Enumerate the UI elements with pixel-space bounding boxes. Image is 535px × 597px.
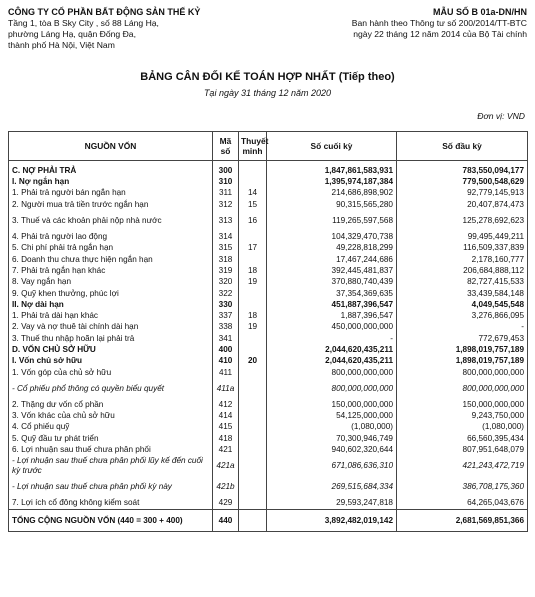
row-begin-balance: 783,550,094,177 xyxy=(397,161,528,177)
row-name: 4. Phải trả người lao động xyxy=(9,231,213,242)
table-row xyxy=(9,498,528,510)
row-name: - Lợi nhuận sau thuế chưa phân phối kỳ này xyxy=(9,477,213,498)
table-row xyxy=(9,422,528,433)
row-name: - Lợi nhuận sau thuế chưa phân phối lũy kế đến cuối kỳ trước xyxy=(9,456,213,477)
table-row xyxy=(9,276,528,287)
row-name: 1. Phải trả người bán ngắn hạn xyxy=(9,188,213,199)
row-name: I. Nợ ngắn hạn xyxy=(9,176,213,187)
row-note: 20 xyxy=(239,355,267,366)
table-row xyxy=(9,456,528,477)
row-name: 5. Chi phí phải trả ngắn hạn xyxy=(9,242,213,253)
row-code: 330 xyxy=(213,299,239,310)
table-row xyxy=(9,333,528,344)
row-code: 410 xyxy=(213,355,239,366)
table-row xyxy=(9,378,528,399)
row-end-balance: - xyxy=(267,333,397,344)
row-name: 5. Quỹ đầu tư phát triển xyxy=(9,433,213,444)
row-end-balance: 370,880,740,439 xyxy=(267,276,397,287)
row-code: 412 xyxy=(213,399,239,410)
row-end-balance: 2,044,620,435,211 xyxy=(267,344,397,355)
row-name: 1. Vốn góp của chủ sở hữu xyxy=(9,367,213,378)
row-code: 421 xyxy=(213,444,239,455)
row-end-balance: 29,593,247,818 xyxy=(267,498,397,510)
row-note: 15 xyxy=(239,199,267,210)
row-note xyxy=(239,509,267,531)
row-note: 17 xyxy=(239,242,267,253)
row-code: 421b xyxy=(213,477,239,498)
row-code: 418 xyxy=(213,433,239,444)
report-title: BẢNG CÂN ĐỐI KẾ TOÁN HỢP NHẤT (Tiếp theo) xyxy=(140,71,395,83)
row-code: 300 xyxy=(213,161,239,177)
row-code: 415 xyxy=(213,422,239,433)
header-end-balance: Số cuối kỳ xyxy=(267,132,397,161)
table-row xyxy=(9,477,528,498)
row-end-balance: 150,000,000,000 xyxy=(267,399,397,410)
row-name: D. VỐN CHỦ SỞ HỮU xyxy=(9,344,213,355)
row-begin-balance: 421,243,472,719 xyxy=(397,456,528,477)
row-name: 4. Cổ phiếu quỹ xyxy=(9,422,213,433)
row-end-balance: 269,515,684,334 xyxy=(267,477,397,498)
table-row xyxy=(9,344,528,355)
header-name: NGUỒN VỐN xyxy=(9,132,213,161)
report-date: Tại ngày 31 tháng 12 năm 2020 xyxy=(203,88,332,98)
row-end-balance: 37,354,369,635 xyxy=(267,288,397,299)
row-code: 414 xyxy=(213,410,239,421)
row-begin-balance: 82,727,415,533 xyxy=(397,276,528,287)
table-row xyxy=(9,231,528,242)
table-row xyxy=(9,176,528,187)
row-begin-balance: 125,278,692,623 xyxy=(397,210,528,231)
row-note xyxy=(239,344,267,355)
row-note: 19 xyxy=(239,276,267,287)
row-end-balance: 49,228,818,299 xyxy=(267,242,397,253)
row-begin-balance: 1,898,019,757,189 xyxy=(397,344,528,355)
row-code: 429 xyxy=(213,498,239,510)
row-begin-balance: 33,439,584,148 xyxy=(397,288,528,299)
row-name: 6. Doanh thu chưa thực hiện ngắn hạn xyxy=(9,254,213,265)
row-begin-balance: 1,898,019,757,189 xyxy=(397,355,528,366)
table-row xyxy=(9,288,528,299)
row-code: 322 xyxy=(213,288,239,299)
row-note xyxy=(239,433,267,444)
row-begin-balance: 772,679,453 xyxy=(397,333,528,344)
company-header xyxy=(8,7,200,51)
row-note xyxy=(239,299,267,310)
row-begin-balance: 2,681,569,851,366 xyxy=(397,509,528,531)
company-address-line3: thành phố Hà Nội, Việt Nam xyxy=(8,40,115,50)
row-begin-balance: 9,243,750,000 xyxy=(397,410,528,421)
row-begin-balance: 116,509,337,839 xyxy=(397,242,528,253)
row-note xyxy=(239,288,267,299)
row-end-balance: 17,467,244,686 xyxy=(267,254,397,265)
row-code: 313 xyxy=(213,210,239,231)
row-begin-balance: 386,708,175,360 xyxy=(397,477,528,498)
row-begin-balance: 150,000,000,000 xyxy=(397,399,528,410)
row-note xyxy=(239,378,267,399)
row-code: 311 xyxy=(213,188,239,199)
table-row xyxy=(9,199,528,210)
table-row xyxy=(9,367,528,378)
table-row xyxy=(9,433,528,444)
row-begin-balance: 64,265,043,676 xyxy=(397,498,528,510)
row-name: 2. Thặng dư vốn cổ phần xyxy=(9,399,213,410)
row-note xyxy=(239,254,267,265)
row-code: 315 xyxy=(213,242,239,253)
company-name: CÔNG TY CỔ PHẦN BẤT ĐỘNG SẢN THẾ KỶ xyxy=(8,7,201,17)
row-end-balance: 1,847,861,583,931 xyxy=(267,161,397,177)
row-code: 338 xyxy=(213,322,239,333)
row-code: 337 xyxy=(213,310,239,321)
table-row xyxy=(9,399,528,410)
row-note xyxy=(239,410,267,421)
row-name: 2. Vay và nợ thuê tài chính dài hạn xyxy=(9,322,213,333)
row-name: C. NỢ PHẢI TRẢ xyxy=(9,161,213,177)
row-note xyxy=(239,456,267,477)
row-note xyxy=(239,422,267,433)
row-note: 19 xyxy=(239,322,267,333)
row-begin-balance: 3,276,866,095 xyxy=(397,310,528,321)
row-begin-balance: 99,495,449,211 xyxy=(397,231,528,242)
row-code: 400 xyxy=(213,344,239,355)
company-address-line2: phường Láng Hạ, quận Đống Đa, xyxy=(8,29,136,39)
row-code: 320 xyxy=(213,276,239,287)
row-code: 411a xyxy=(213,378,239,399)
row-code: 421a xyxy=(213,456,239,477)
row-code: 310 xyxy=(213,176,239,187)
row-code: 314 xyxy=(213,231,239,242)
row-begin-balance: 4,049,545,548 xyxy=(397,299,528,310)
table-row xyxy=(9,242,528,253)
row-end-balance: 800,000,000,000 xyxy=(267,378,397,399)
row-end-balance: 1,887,396,547 xyxy=(267,310,397,321)
table-header-row xyxy=(9,132,528,161)
table-row xyxy=(9,254,528,265)
row-note xyxy=(239,498,267,510)
row-code: 319 xyxy=(213,265,239,276)
row-name: - Cổ phiếu phổ thông có quyền biểu quyết xyxy=(9,378,213,399)
row-name: 8. Vay ngắn hạn xyxy=(9,276,213,287)
table-row xyxy=(9,410,528,421)
table-row xyxy=(9,210,528,231)
form-regulation: Ban hành theo Thông tư số 200/2014/TT-BTC xyxy=(351,18,527,28)
balance-sheet-table xyxy=(8,131,528,532)
row-begin-balance: 779,500,548,629 xyxy=(397,176,528,187)
row-name: TỔNG CỘNG NGUỒN VỐN (440 = 300 + 400) xyxy=(9,509,213,531)
row-name: 3. Thuế và các khoản phải nộp nhà nước xyxy=(9,210,213,231)
row-begin-balance: 807,951,648,079 xyxy=(397,444,528,455)
row-code: 440 xyxy=(213,509,239,531)
row-end-balance: 671,086,636,310 xyxy=(267,456,397,477)
row-end-balance: 450,000,000,000 xyxy=(267,322,397,333)
row-begin-balance: 800,000,000,000 xyxy=(397,367,528,378)
row-end-balance: (1,080,000) xyxy=(267,422,397,433)
row-note: 16 xyxy=(239,210,267,231)
currency-unit: Đơn vị: VND xyxy=(477,111,525,121)
row-begin-balance: 206,684,888,112 xyxy=(397,265,528,276)
table-row xyxy=(9,322,528,333)
row-note xyxy=(239,477,267,498)
row-end-balance: 1,395,974,187,384 xyxy=(267,176,397,187)
row-end-balance: 800,000,000,000 xyxy=(267,367,397,378)
row-end-balance: 119,265,597,568 xyxy=(267,210,397,231)
row-name: 3. Vốn khác của chủ sở hữu xyxy=(9,410,213,421)
row-note: 18 xyxy=(239,310,267,321)
row-name: 7. Lợi ích cổ đông không kiểm soát xyxy=(9,498,213,510)
header-code: Mã số xyxy=(213,132,239,161)
row-code: 411 xyxy=(213,367,239,378)
row-end-balance: 940,602,320,644 xyxy=(267,444,397,455)
row-begin-balance: 66,560,395,434 xyxy=(397,433,528,444)
row-name: 1. Phải trả dài hạn khác xyxy=(9,310,213,321)
form-regulation-date: ngày 22 tháng 12 năm 2014 của Bộ Tài chính xyxy=(353,29,527,39)
row-end-balance: 392,445,481,837 xyxy=(267,265,397,276)
company-address-line1: Tầng 1, tòa B Sky City , số 88 Láng Hạ, xyxy=(8,18,159,28)
row-note xyxy=(239,161,267,177)
row-note: 14 xyxy=(239,188,267,199)
row-begin-balance: (1,080,000) xyxy=(397,422,528,433)
row-note xyxy=(239,176,267,187)
row-end-balance: 70,300,946,749 xyxy=(267,433,397,444)
row-name: 6. Lợi nhuận sau thuế chưa phân phối xyxy=(9,444,213,455)
row-begin-balance: - xyxy=(397,322,528,333)
row-end-balance: 451,887,396,547 xyxy=(267,299,397,310)
header-begin-balance: Số đầu kỳ xyxy=(397,132,528,161)
row-name: 2. Người mua trả tiền trước ngắn hạn xyxy=(9,199,213,210)
table-row xyxy=(9,310,528,321)
row-note xyxy=(239,399,267,410)
row-name: 3. Thuế thu nhập hoãn lại phải trả xyxy=(9,333,213,344)
table-row xyxy=(9,265,528,276)
row-code: 341 xyxy=(213,333,239,344)
table-row xyxy=(9,161,528,177)
form-header xyxy=(352,7,527,40)
row-note xyxy=(239,367,267,378)
table-row xyxy=(9,444,528,455)
row-note xyxy=(239,444,267,455)
row-name: I. Vốn chủ sở hữu xyxy=(9,355,213,366)
row-note xyxy=(239,333,267,344)
row-code: 312 xyxy=(213,199,239,210)
row-begin-balance: 92,779,145,913 xyxy=(397,188,528,199)
row-end-balance: 2,044,620,435,211 xyxy=(267,355,397,366)
row-end-balance: 90,315,565,280 xyxy=(267,199,397,210)
row-end-balance: 3,892,482,019,142 xyxy=(267,509,397,531)
row-note: 18 xyxy=(239,265,267,276)
row-begin-balance: 800,000,000,000 xyxy=(397,378,528,399)
row-code: 318 xyxy=(213,254,239,265)
row-name: 7. Phải trả ngắn hạn khác xyxy=(9,265,213,276)
table-row xyxy=(9,355,528,366)
row-name: 9. Quỹ khen thưởng, phúc lợi xyxy=(9,288,213,299)
row-begin-balance: 20,407,874,473 xyxy=(397,199,528,210)
table-row xyxy=(9,509,528,531)
row-note xyxy=(239,231,267,242)
table-row xyxy=(9,299,528,310)
row-name: II. Nợ dài hạn xyxy=(9,299,213,310)
header-note: Thuyết minh xyxy=(239,132,267,161)
row-begin-balance: 2,178,160,777 xyxy=(397,254,528,265)
row-end-balance: 54,125,000,000 xyxy=(267,410,397,421)
form-code: MẪU SỐ B 01a-DN/HN xyxy=(432,7,527,17)
table-row xyxy=(9,188,528,199)
row-end-balance: 104,329,470,738 xyxy=(267,231,397,242)
row-end-balance: 214,686,898,902 xyxy=(267,188,397,199)
